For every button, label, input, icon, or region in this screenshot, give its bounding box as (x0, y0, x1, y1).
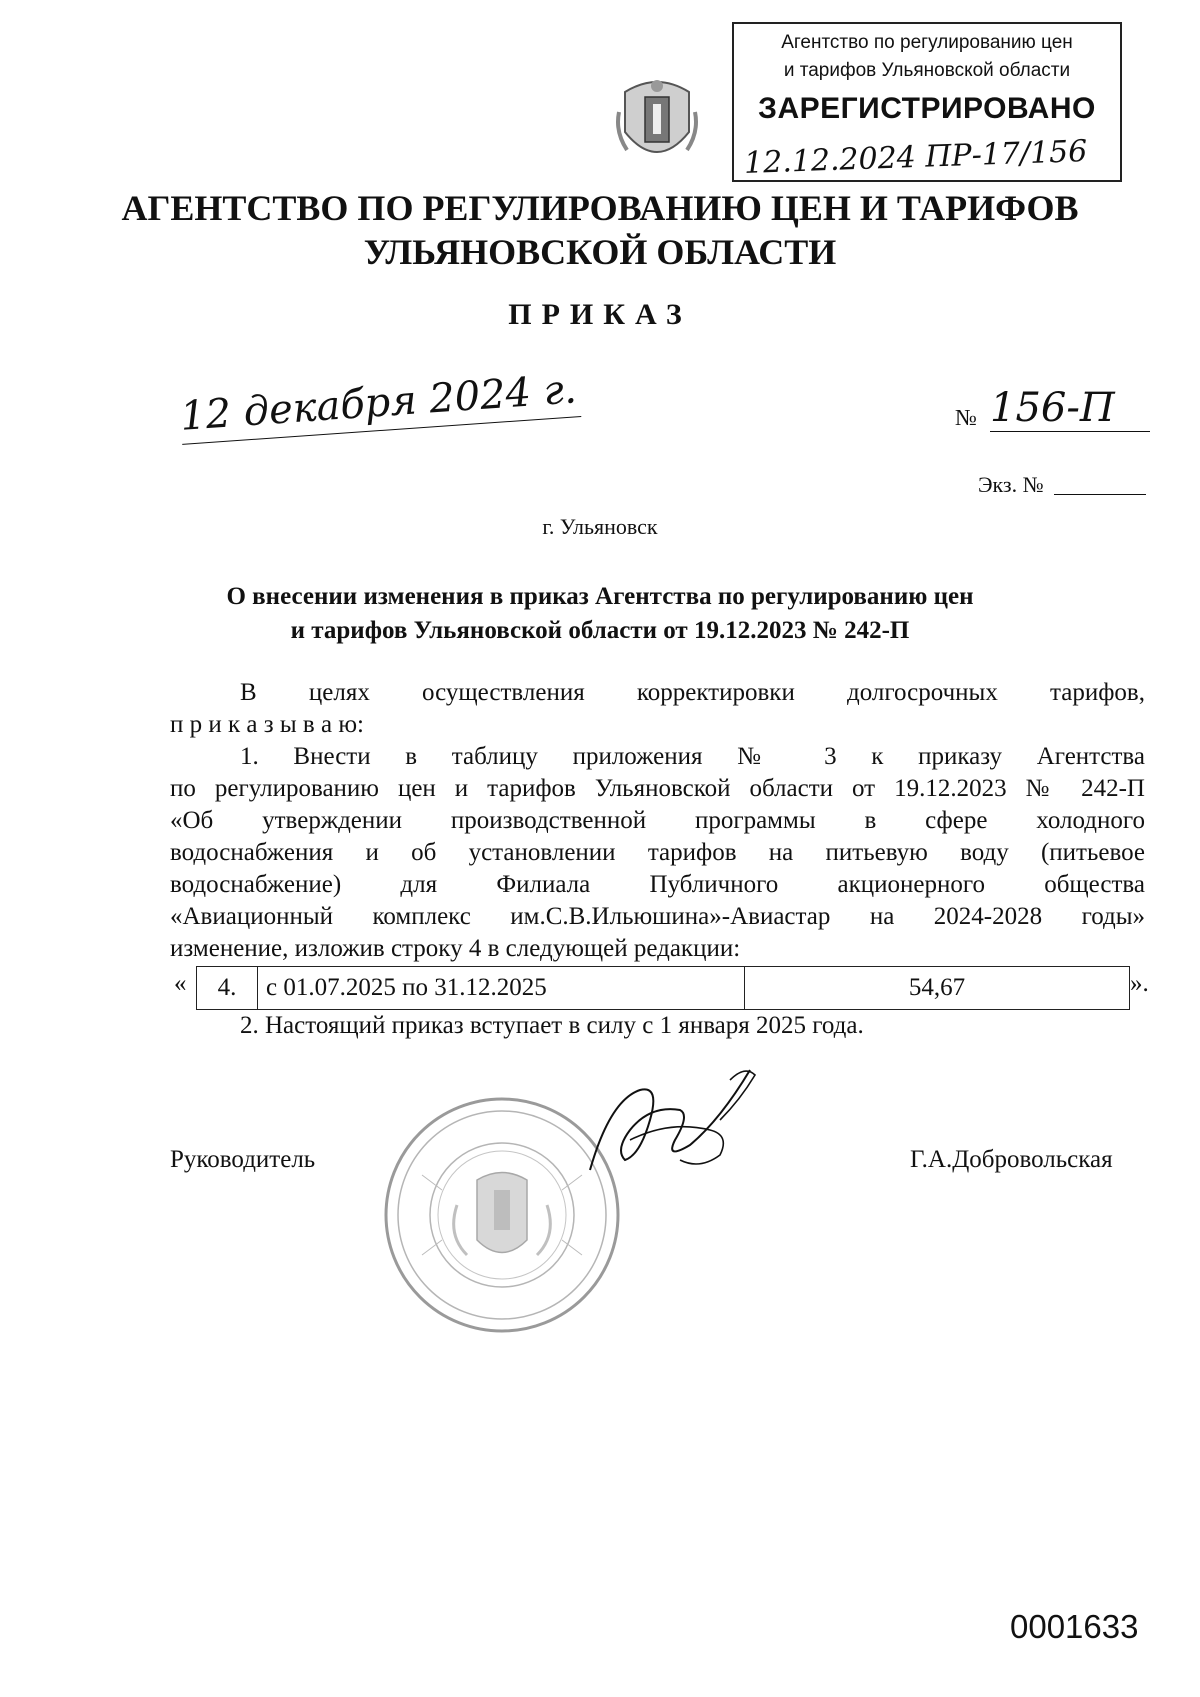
handwritten-date: 12 декабря 2024 г. (179, 366, 582, 445)
signatory-role: Руководитель (170, 1146, 316, 1173)
stamp-line-1: Агентство по регулированию цен (781, 32, 1073, 53)
agency-name (0, 186, 1200, 274)
body-line-3: 1. Внести в таблицу приложения № 3 к приказу Агентства (240, 743, 1145, 770)
body-line-10: 2. Настоящий приказ вступает в силу с 1 января 2025 года. (240, 1012, 864, 1039)
body-line-8: «Авиационный комплекс им.С.В.Ильюшина»-Авиастар на 2024-2028 годы» (170, 903, 1145, 930)
number-sign: № (955, 405, 977, 430)
quote-open: « (174, 970, 187, 997)
registration-stamp (732, 22, 1122, 182)
city: г. Ульяновск (542, 514, 658, 539)
document-type: ПРИКАЗ (508, 298, 692, 331)
stamp-status: ЗАРЕГИСТРИРОВАНО (758, 92, 1096, 125)
order-title (0, 580, 1200, 648)
body-line-9: изменение, изложив строку 4 в следующей редакции: (170, 935, 741, 962)
table-row (197, 967, 1130, 1010)
agency-name-line-1: АГЕНТСТВО ПО РЕГУЛИРОВАНИЮ ЦЕН И ТАРИФОВ (121, 188, 1079, 228)
copy-number-label: Экз. № (978, 472, 1044, 497)
tariff-table-row (196, 966, 1130, 1010)
body-line-6: водоснабжения и об установлении тарифов на питьевую воду (питьевое (170, 839, 1145, 866)
handwritten-order-number: 156-П (990, 385, 1150, 432)
order-title-line-2: и тарифов Ульяновской области от 19.12.2023 № 242-П (290, 617, 910, 644)
body-line-5: «Об утверждении производственной программы в сфере холодного (170, 807, 1145, 834)
stamp-line-2: и тарифов Ульяновской области (783, 60, 1071, 81)
body-line-1: В целях осуществления корректировки долгосрочных тарифов, (240, 679, 1145, 706)
handwritten-signature (570, 1060, 770, 1190)
row-number: 4. (197, 967, 258, 1010)
agency-name-line-2: УЛЬЯНОВСКОЙ ОБЛАСТИ (363, 232, 837, 272)
quote-close: ». (1130, 970, 1149, 997)
order-title-line-1: О внесении изменения в приказ Агентства по регулированию цен (226, 583, 974, 610)
coat-of-arms-icon (615, 72, 699, 172)
row-tariff-value: 54,67 (745, 967, 1130, 1010)
copy-number-blank (1054, 494, 1146, 495)
body-line-2: п р и к а з ы в а ю: (170, 711, 364, 738)
body-line-4: по регулированию цен и тарифов Ульяновской области от 19.12.2023 № 242-П (170, 775, 1145, 802)
page-serial-number: 0001633 (1010, 1608, 1139, 1645)
body-line-7: водоснабжение) для Филиала Публичного акционерного общества (170, 871, 1145, 898)
stamp-handwritten-reg: 12.12.2024 ПР-17/156 (743, 134, 1088, 181)
signatory-name: Г.А.Добровольская (910, 1146, 1113, 1173)
row-period: с 01.07.2025 по 31.12.2025 (258, 967, 745, 1010)
